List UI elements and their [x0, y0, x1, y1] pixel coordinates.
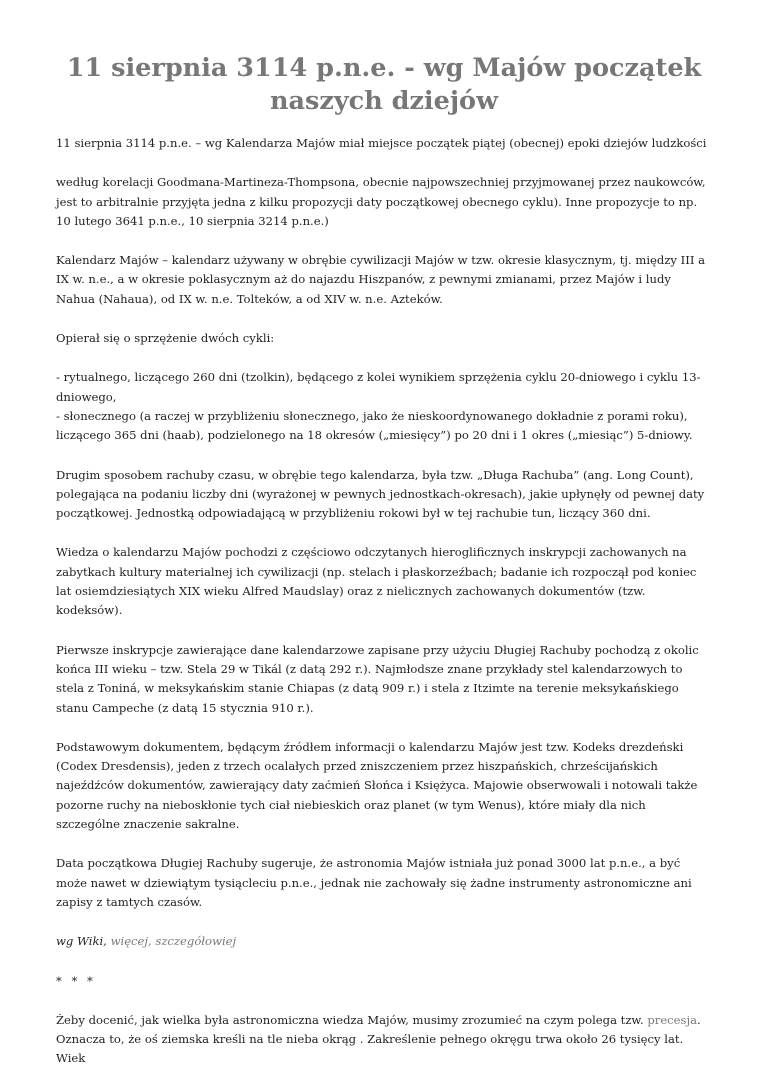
precession-link[interactable]: precesja: [647, 1012, 697, 1027]
paragraph-long-count: Drugim sposobem rachuby czasu, w obrębie tego kalendarza, była tzw. „Długa Rachuba” (ang. Long Count), polegająca na podaniu liczby dni (wyrażonej w pewnych jednostkach-okresach), jakie upłynęły od pewnej daty początkowej. Jednostką odpowiadającą w przybliżeniu rokowi był w tej rachubie tun, liczący 360 dni.: [56, 467, 705, 521]
precession-text-after: . Oznacza to, że oś ziemska kreśli na tle nieba okrąg . Zakreślenie pełnego okręgu trwa około 26 tysięcy lat. Wiek: [56, 1012, 701, 1066]
paragraph-cycles-intro: Opierał się o sprzężenie dwóch cykli:: [56, 331, 275, 346]
source-more-link[interactable]: więcej, szczegółowiej: [110, 934, 237, 949]
paragraph-correlation: według korelacji Goodmana-Martineza-Thompsona, obecnie najpowszechniej przyjmowanej przez naukowców, jest to arbitralnie przyjęta jedna z kilku propozycji daty początkowej obecnego cyklu). Inne propozycje to np. 10 lutego 3641 p.n.e., 10 sierpnia 3214 p.n.e.): [56, 175, 706, 228]
paragraph-precession: [56, 1011, 712, 1069]
section-separator: * * *: [56, 973, 96, 988]
source-prefix: wg Wiki,: [56, 934, 107, 949]
paragraph-dresden-codex: Podstawowym dokumentem, będącym źródłem informacji o kalendarzu Majów jest tzw. Kodeks drezdeński (Codex Dresdensis), jeden z trzech ocalałych przed zniszczeniem przez hiszpańskich, chrześcijańskich najeźdźców dokumentów, zawierający daty zaćmień Słońca i Księżyca. Majowie obserwowali i notowali także pozorne ruchy na nieboskłonie tych ciał niebieskich oraz planet (w tym Wenus), które miały dla nich szczególne znaczenie sakralne.: [56, 739, 698, 832]
page-title: 11 sierpnia 3114 p.n.e. - wg Majów początek naszych dziejów: [66, 53, 702, 116]
paragraph-start-date: Data początkowa Długiej Rachuby sugeruje, że astronomia Majów istniała już ponad 3000 lat p.n.e., a być może nawet w dziewiątym tysiącleciu p.n.e., jednak nie zachowały się żadne instrumenty astronomiczne ani zapisy z tamtych czasów.: [56, 856, 692, 909]
cycle-solar: - słonecznego (a raczej w przybliżeniu słonecznego, jako że nieskoordynowanego dokładnie z porami roku), liczącego 365 dni (haab), podzielonego na 18 okresów („miesięcy”) po 20 dni i 1 okres („miesiąc”) 5-dniowy.: [56, 408, 693, 443]
source-line: [56, 932, 712, 951]
paragraph-calendar-definition: Kalendarz Majów – kalendarz używany w obrębie cywilizacji Majów w tzw. okresie klasycznym, tj. między III a IX w. n.e., a w okresie poklasycznym aż do najazdu Hiszpanów, z pewnymi zmianami, przez Majów i ludy Nahua (Nahaua), od IX w. n.e. Tolteków, a od XIV w. n.e. Azteków.: [56, 253, 706, 306]
precession-text-before: Żeby docenić, jak wielka była astronomiczna wiedza Majów, musimy zrozumieć na czym polega tzw.: [56, 1012, 644, 1027]
paragraph-inscriptions: Pierwsze inskrypcje zawierające dane kalendarzowe zapisane przy użyciu Długiej Rachuby pochodzą z okolic końca III wieku – tzw. Stela 29 w Tikál (z datą 292 r.). Najmłodsze znane przykłady stel kalendarzowych to stela z Toniná, w meksykańskim stanie Chiapas (z datą 909 r.) i stela z Itzimte na terenie meksykańskiego stanu Campeche (z datą 15 stycznia 910 r.).: [56, 642, 699, 715]
cycle-ritual: - rytualnego, liczącego 260 dni (tzolkin), będącego z kolei wynikiem sprzężenia cyklu 20-dniowego i cyklu 13-dniowego,: [56, 370, 701, 404]
paragraph-cycles-list: [56, 368, 712, 445]
paragraph-intro: 11 sierpnia 3114 p.n.e. – wg Kalendarza Majów miał miejsce początek piątej (obecnej) epoki dziejów ludzkości: [56, 136, 707, 150]
paragraph-knowledge-sources: Wiedza o kalendarzu Majów pochodzi z częściowo odczytanych hieroglificznych inskrypcji zachowanych na zabytkach kultury materialnej ich cywilizacji (np. stelach i płaskorzeźbach; badanie ich rozpoczął pod koniec lat osiemdziesiątych XIX wieku Alfred Maudslay) oraz z nielicznych zachowanych dokumentów (tzw. kodeksów).: [56, 545, 697, 618]
